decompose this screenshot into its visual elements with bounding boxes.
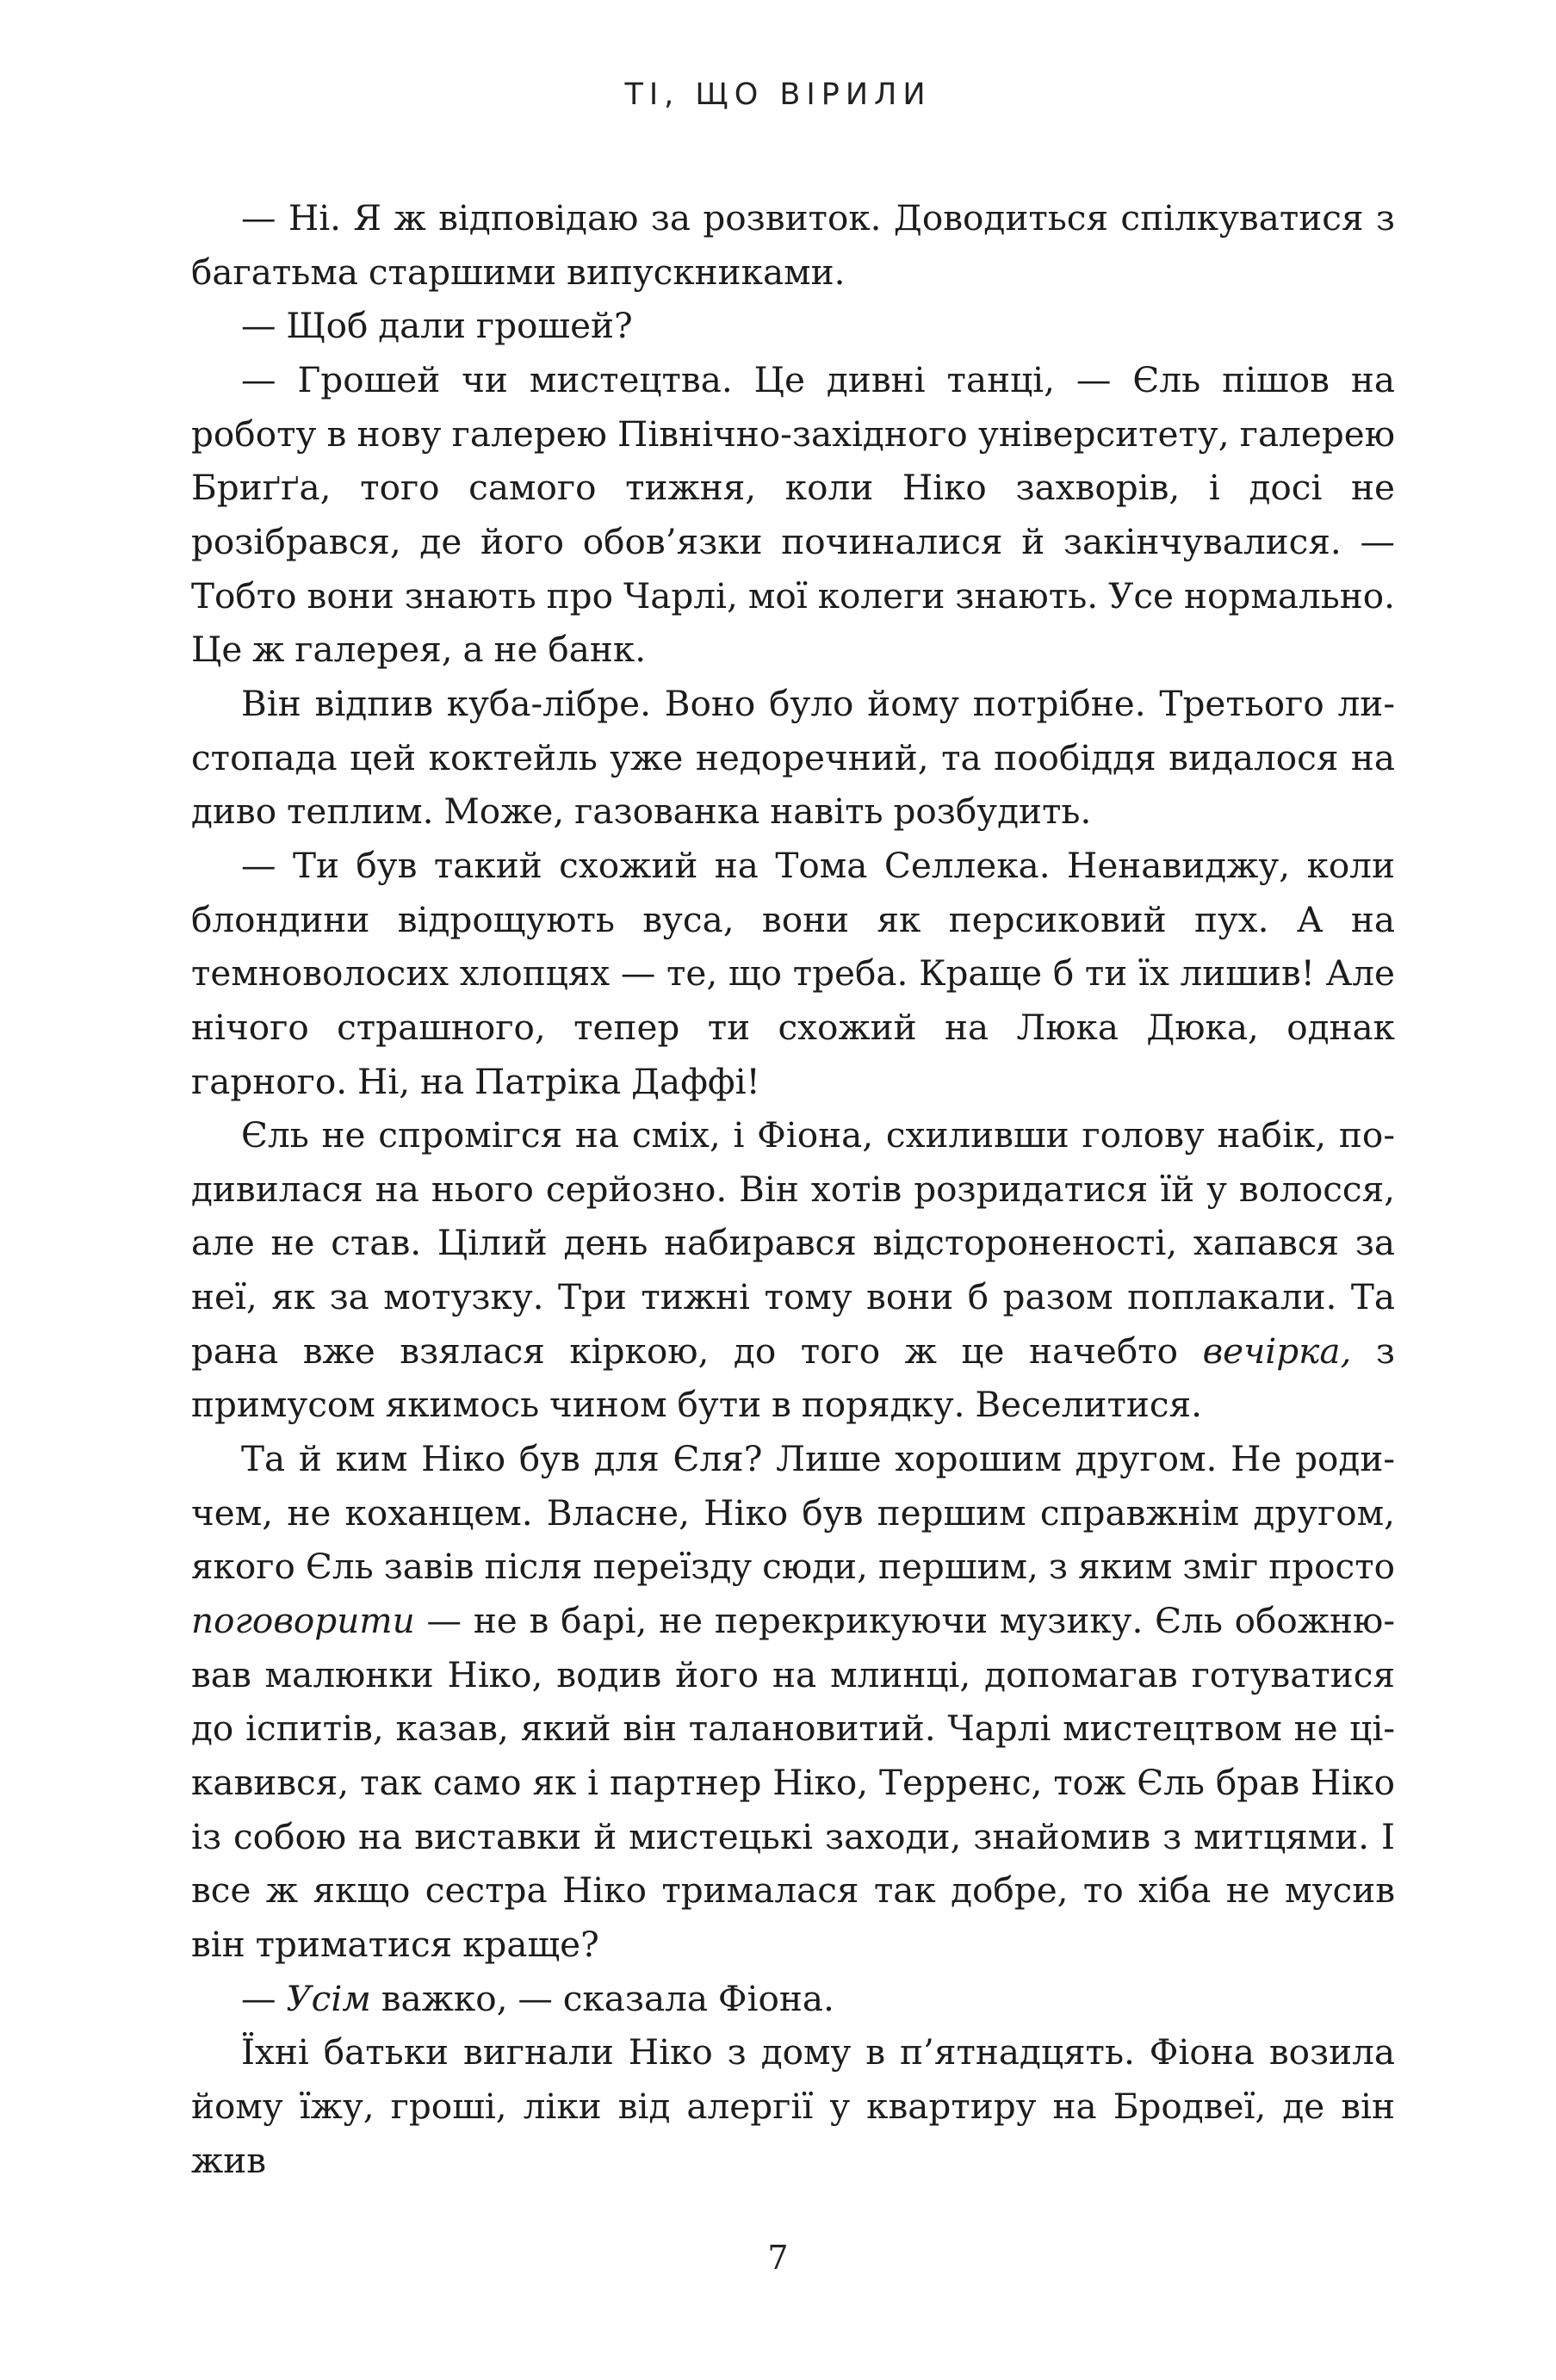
paragraph: [191, 839, 1395, 1108]
text-run: Їхні батьки вигнали Ніко з дому в п’ятнадцять. Фіона возила йому їжу, гроші, ліки від алергії у квартиру на Бродвеї, де він жив: [191, 2031, 1395, 2181]
text-run: Та й ким Ніко був для Єля? Лише хорошим другом. Не родичем, не коханцем. Власне, Ніко був першим справжнім другом, якого Єль завів після переїзду сюди, першим, з яким зміг просто: [191, 1438, 1395, 1588]
paragraph: [191, 1108, 1395, 1432]
text-run: з примусом якимось чином бути в порядку. Веселитися.: [191, 1329, 1396, 1426]
paragraph: [191, 353, 1395, 677]
italic-text: вечірка,: [1202, 1329, 1352, 1372]
text-run: — не в барі, не перекрикуючи музику. Єль обожнював малюнки Ніко, водив його на млинці, допомагав готуватися до іспитів, казав, який він талановитий. Чарлі мистецтвом не цікавився, так само як і партнер Ніко, Терренс, тож Єль брав Ніко із собою на виставки й мистецькі заходи, знайомив з митцями. І все ж якщо сестра Ніко трималася так добре, то хіба не мусив він триматися краще?: [191, 1600, 1395, 1965]
text-run: Єль не спромігся на сміх, і Фіона, схиливши голову набік, подивилася на нього серйозно. Він хотів розридатися їй у волосся, але не став. Цілий день набирався відстороненості, хапався за неї, як за мотузку. Три тижні тому вони б разом поплакали. Та рана вже взялася кіркою, до того ж це начебто: [191, 1114, 1395, 1372]
text-run: — Ти був такий схожий на Тома Селлека. Ненавиджу, коли блондини відрощують вуса, вони як персиковий пух. А на темноволосих хлопцях — те, що треба. Краще б ти їх лишив! Але нічого страшного, тепер ти схожий на Люка Дюка, однак гарного. Ні, на Патріка Даффі!: [191, 844, 1395, 1102]
paragraph: [191, 191, 1395, 299]
page-number: 7: [767, 2239, 789, 2277]
paragraph: [191, 1972, 1395, 2026]
italic-text: Усім: [286, 1977, 371, 2019]
body-text: [191, 191, 1395, 2187]
text-run: Він відпив куба-лібре. Воно було йому потрібне. Третього листопада цей коктейль уже недоречний, та пообіддя видалося на диво теплим. Може, газованка навіть розбудить.: [191, 682, 1395, 833]
paragraph: [191, 299, 1395, 353]
text-run: важко, — сказала Фіона.: [370, 1977, 834, 2019]
paragraph: [191, 677, 1395, 839]
text-run: —: [241, 1977, 287, 2019]
text-run: — Грошей чи мистецтва. Це дивні танці, — Єль пішов на роботу в нову галерею Північно-західного університету, галерею Бриґґа, того самого тижня, коли Ніко захворів, і досі не розібрався, де його обов’язки починалися й закінчувалися. — Тобто вони знають про Чарлі, мої колеги знають. Усе нормально. Це ж галерея, а не банк.: [191, 358, 1395, 671]
paragraph: [191, 2025, 1395, 2187]
text-run: — Щоб дали грошей?: [241, 305, 633, 347]
paragraph: [191, 1432, 1395, 1972]
running-head: ТІ, ЩО ВІРИЛИ: [624, 77, 932, 112]
text-run: — Ні. Я ж відповідаю за розвиток. Доводиться спілкуватися з багатьма старшими випускниками.: [191, 197, 1395, 293]
italic-text: поговорити: [191, 1600, 415, 1642]
